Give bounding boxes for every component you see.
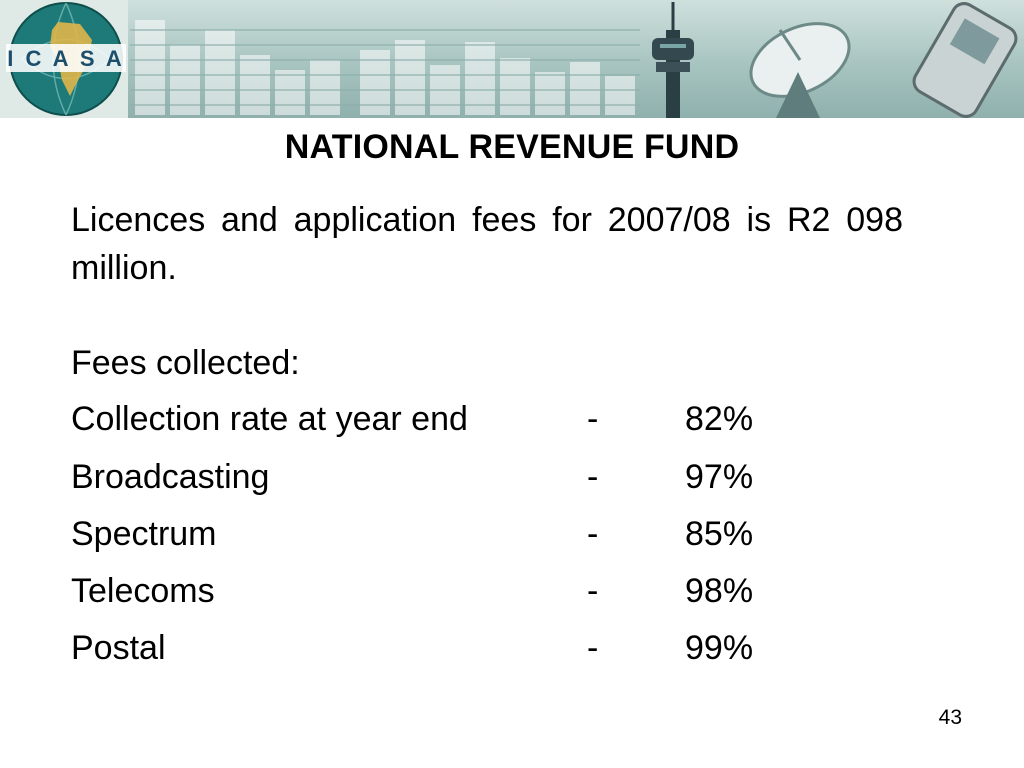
intro-text: Licences and application fees for 2007/08 is R2 098 million.	[71, 201, 903, 287]
header-banner	[0, 0, 1024, 118]
fee-row-dash: -	[587, 458, 599, 496]
fee-row-dash: -	[587, 629, 599, 667]
fee-row-value: 82%	[685, 400, 754, 438]
tower-icon	[652, 2, 694, 118]
fee-row-value: 85%	[685, 515, 754, 553]
fee-row	[71, 400, 831, 450]
icasa-logo-text: I C A S A	[7, 46, 125, 71]
fee-row-dash: -	[587, 515, 599, 553]
icasa-logo	[0, 0, 128, 118]
slide-title: NATIONAL REVENUE FUND	[284, 128, 740, 166]
fee-row	[71, 515, 831, 565]
banner-graphic	[0, 0, 1024, 118]
fee-row-value: 97%	[685, 458, 754, 496]
fee-row	[71, 629, 831, 679]
fee-row-dash: -	[587, 400, 599, 438]
page-number: 43	[938, 706, 962, 729]
fee-row-label: Telecoms	[71, 572, 215, 610]
fee-row	[71, 458, 831, 508]
fee-row-label: Spectrum	[71, 515, 217, 553]
equalizer-bars-decoration	[135, 20, 635, 115]
mobile-phone-icon	[910, 0, 1021, 118]
fee-row-label: Broadcasting	[71, 458, 270, 496]
fee-row-label: Collection rate at year end	[71, 400, 468, 438]
fee-row	[71, 572, 831, 622]
fee-row-label: Postal	[71, 629, 166, 667]
fee-row-value: 99%	[685, 629, 754, 667]
satellite-dish-icon	[739, 9, 860, 118]
fee-row-dash: -	[587, 572, 599, 610]
fee-row-value: 98%	[685, 572, 754, 610]
fees-heading: Fees collected:	[71, 344, 300, 382]
